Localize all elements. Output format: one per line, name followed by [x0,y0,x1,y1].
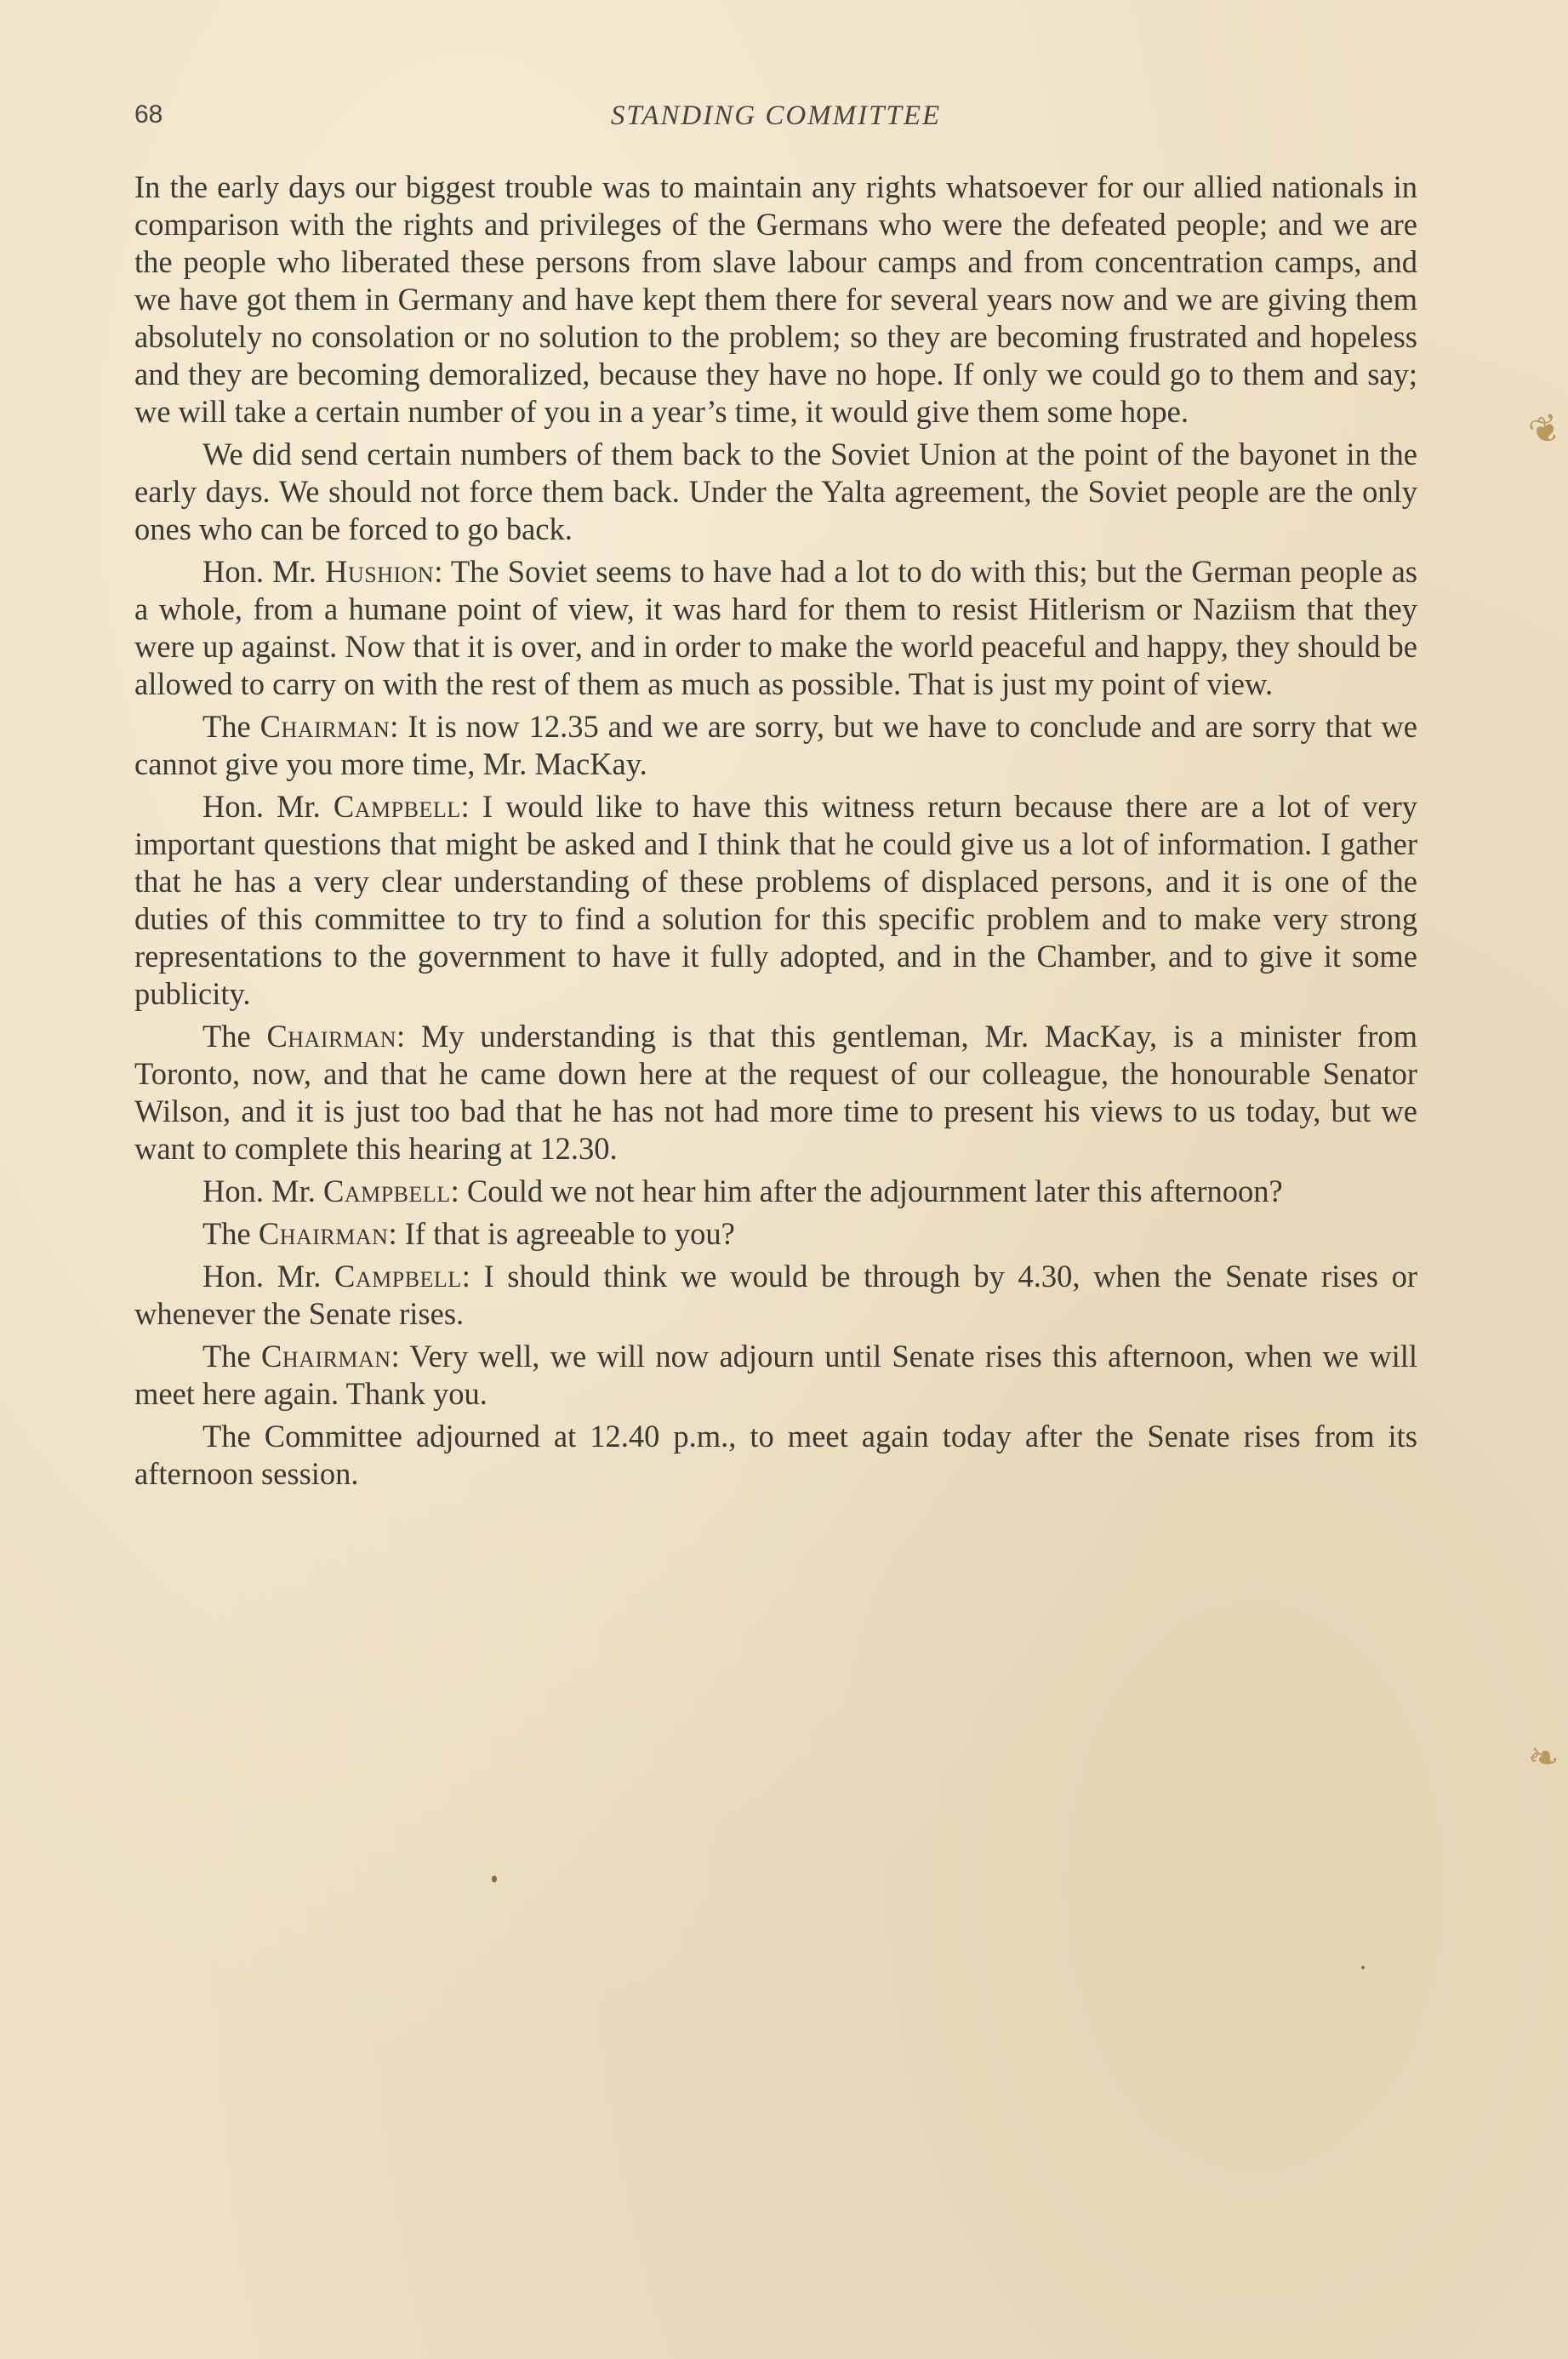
speaker-name: Chairman [260,1339,391,1374]
paragraph-text: In the early days our biggest trouble was to maintain any rights whatsoever for our allied nationals in comparison with the rights and privileges of the Germans who were the defeated people; and we are the people who liberated these persons from slave labour camps and from concentration camps, and we have got them in Germany and have kept them there for several years now and we are giving them absolutely no consolation or no solution to the problem; so they are becoming frustrated and hopeless and they are becoming demoralized, because they have no hope. If only we could go to them and say; we will take a certain number of you in a year’s time, it would give them some hope. [134,169,1417,429]
paragraph-text: : If that is agreeable to you? [388,1216,735,1251]
paragraph-text: The Committee adjourned at 12.40 p.m., to meet again today after the Senate rises from its afternoon session. [134,1419,1417,1491]
paragraph [134,1173,1417,1210]
speaker-name: Campbell [333,789,461,824]
document-body [134,168,1417,1493]
ink-speck [1361,1966,1365,1969]
paragraph [134,1338,1417,1413]
speaker-prefix: The [202,1216,259,1251]
paragraph [134,708,1417,783]
paragraph [134,1418,1417,1493]
speaker-name: Campbell [322,1174,451,1208]
ink-speck [492,1876,497,1882]
page-number: 68 [134,100,163,129]
paragraph-text: : I would like to have this witness return because there are a lot of very important questions that might be asked and I think that he could give us a lot of information. I gather that he has a very clear understanding of these problems of displaced persons, and it is one of the duties of this committee to try to find a solution for this specific problem and to make very strong representations to the government to have it fully adopted, and in the Chamber, and to give it some publicity. [134,789,1417,1011]
paragraph-text: : Very well, we will now adjourn until Senate rises this afternoon, when we will meet here again. Thank you. [134,1339,1418,1411]
paragraph [134,788,1417,1013]
speaker-prefix: The [202,1019,267,1054]
speaker-prefix: Hon. Mr. [202,1174,323,1208]
paragraph-text: : I should think we would be through by 4.30, when the Senate rises or whenever the Senate rises. [134,1259,1417,1331]
speaker-name: Hushion [325,554,435,589]
speaker-prefix: The [202,709,260,744]
speaker-prefix: Hon. Mr. [202,789,334,824]
paragraph-text: : Could we not hear him after the adjournment later this afternoon? [450,1174,1283,1208]
paragraph-text: We did send certain numbers of them back to the Soviet Union at the point of the bayonet in the early days. We should not force them back. Under the Yalta agreement, the Soviet people are the only ones who can be forced to go back. [134,437,1417,546]
paragraph [134,1258,1417,1333]
paragraph [134,1215,1417,1253]
speaker-prefix: Hon. Mr. [202,554,326,589]
speaker-name: Chairman [266,1019,397,1054]
running-head: STANDING COMMITTEE [610,100,942,131]
margin-stain-icon: ❦ [1523,405,1568,455]
paragraph-text: : The Soviet seems to have had a lot to do with this; but the German people as a whole, from a humane point of view, it was hard for them to resist Hitlerism or Naziism that they were up against. Now that it is over, and in order to make the world peaceful and happy, they should be allowed to carry on with the rest of them as much as possible. That is just my point of view. [134,554,1417,701]
paragraph [134,1018,1417,1168]
paragraph [134,168,1417,431]
speaker-name: Chairman [259,709,391,744]
speaker-name: Chairman [258,1216,389,1251]
paragraph-text: : My understanding is that this gentleman, Mr. MacKay, is a minister from Toronto, now, and that he came down here at the request of our colleague, the honourable Senator Wilson, and it is just too bad that he has not had more time to present his views to us today, but we want to complete this hearing at 12.30. [134,1019,1418,1166]
speaker-name: Campbell [334,1259,462,1294]
paragraph [134,436,1417,548]
page-header [134,100,1417,143]
paragraph [134,553,1417,703]
margin-stain-icon: ❧ [1525,1734,1563,1781]
paragraph-text: : It is now 12.35 and we are sorry, but we have to conclude and are sorry that we cannot give you more time, Mr. MacKay. [134,709,1417,781]
speaker-prefix: Hon. Mr. [202,1259,334,1294]
speaker-prefix: The [202,1339,261,1374]
